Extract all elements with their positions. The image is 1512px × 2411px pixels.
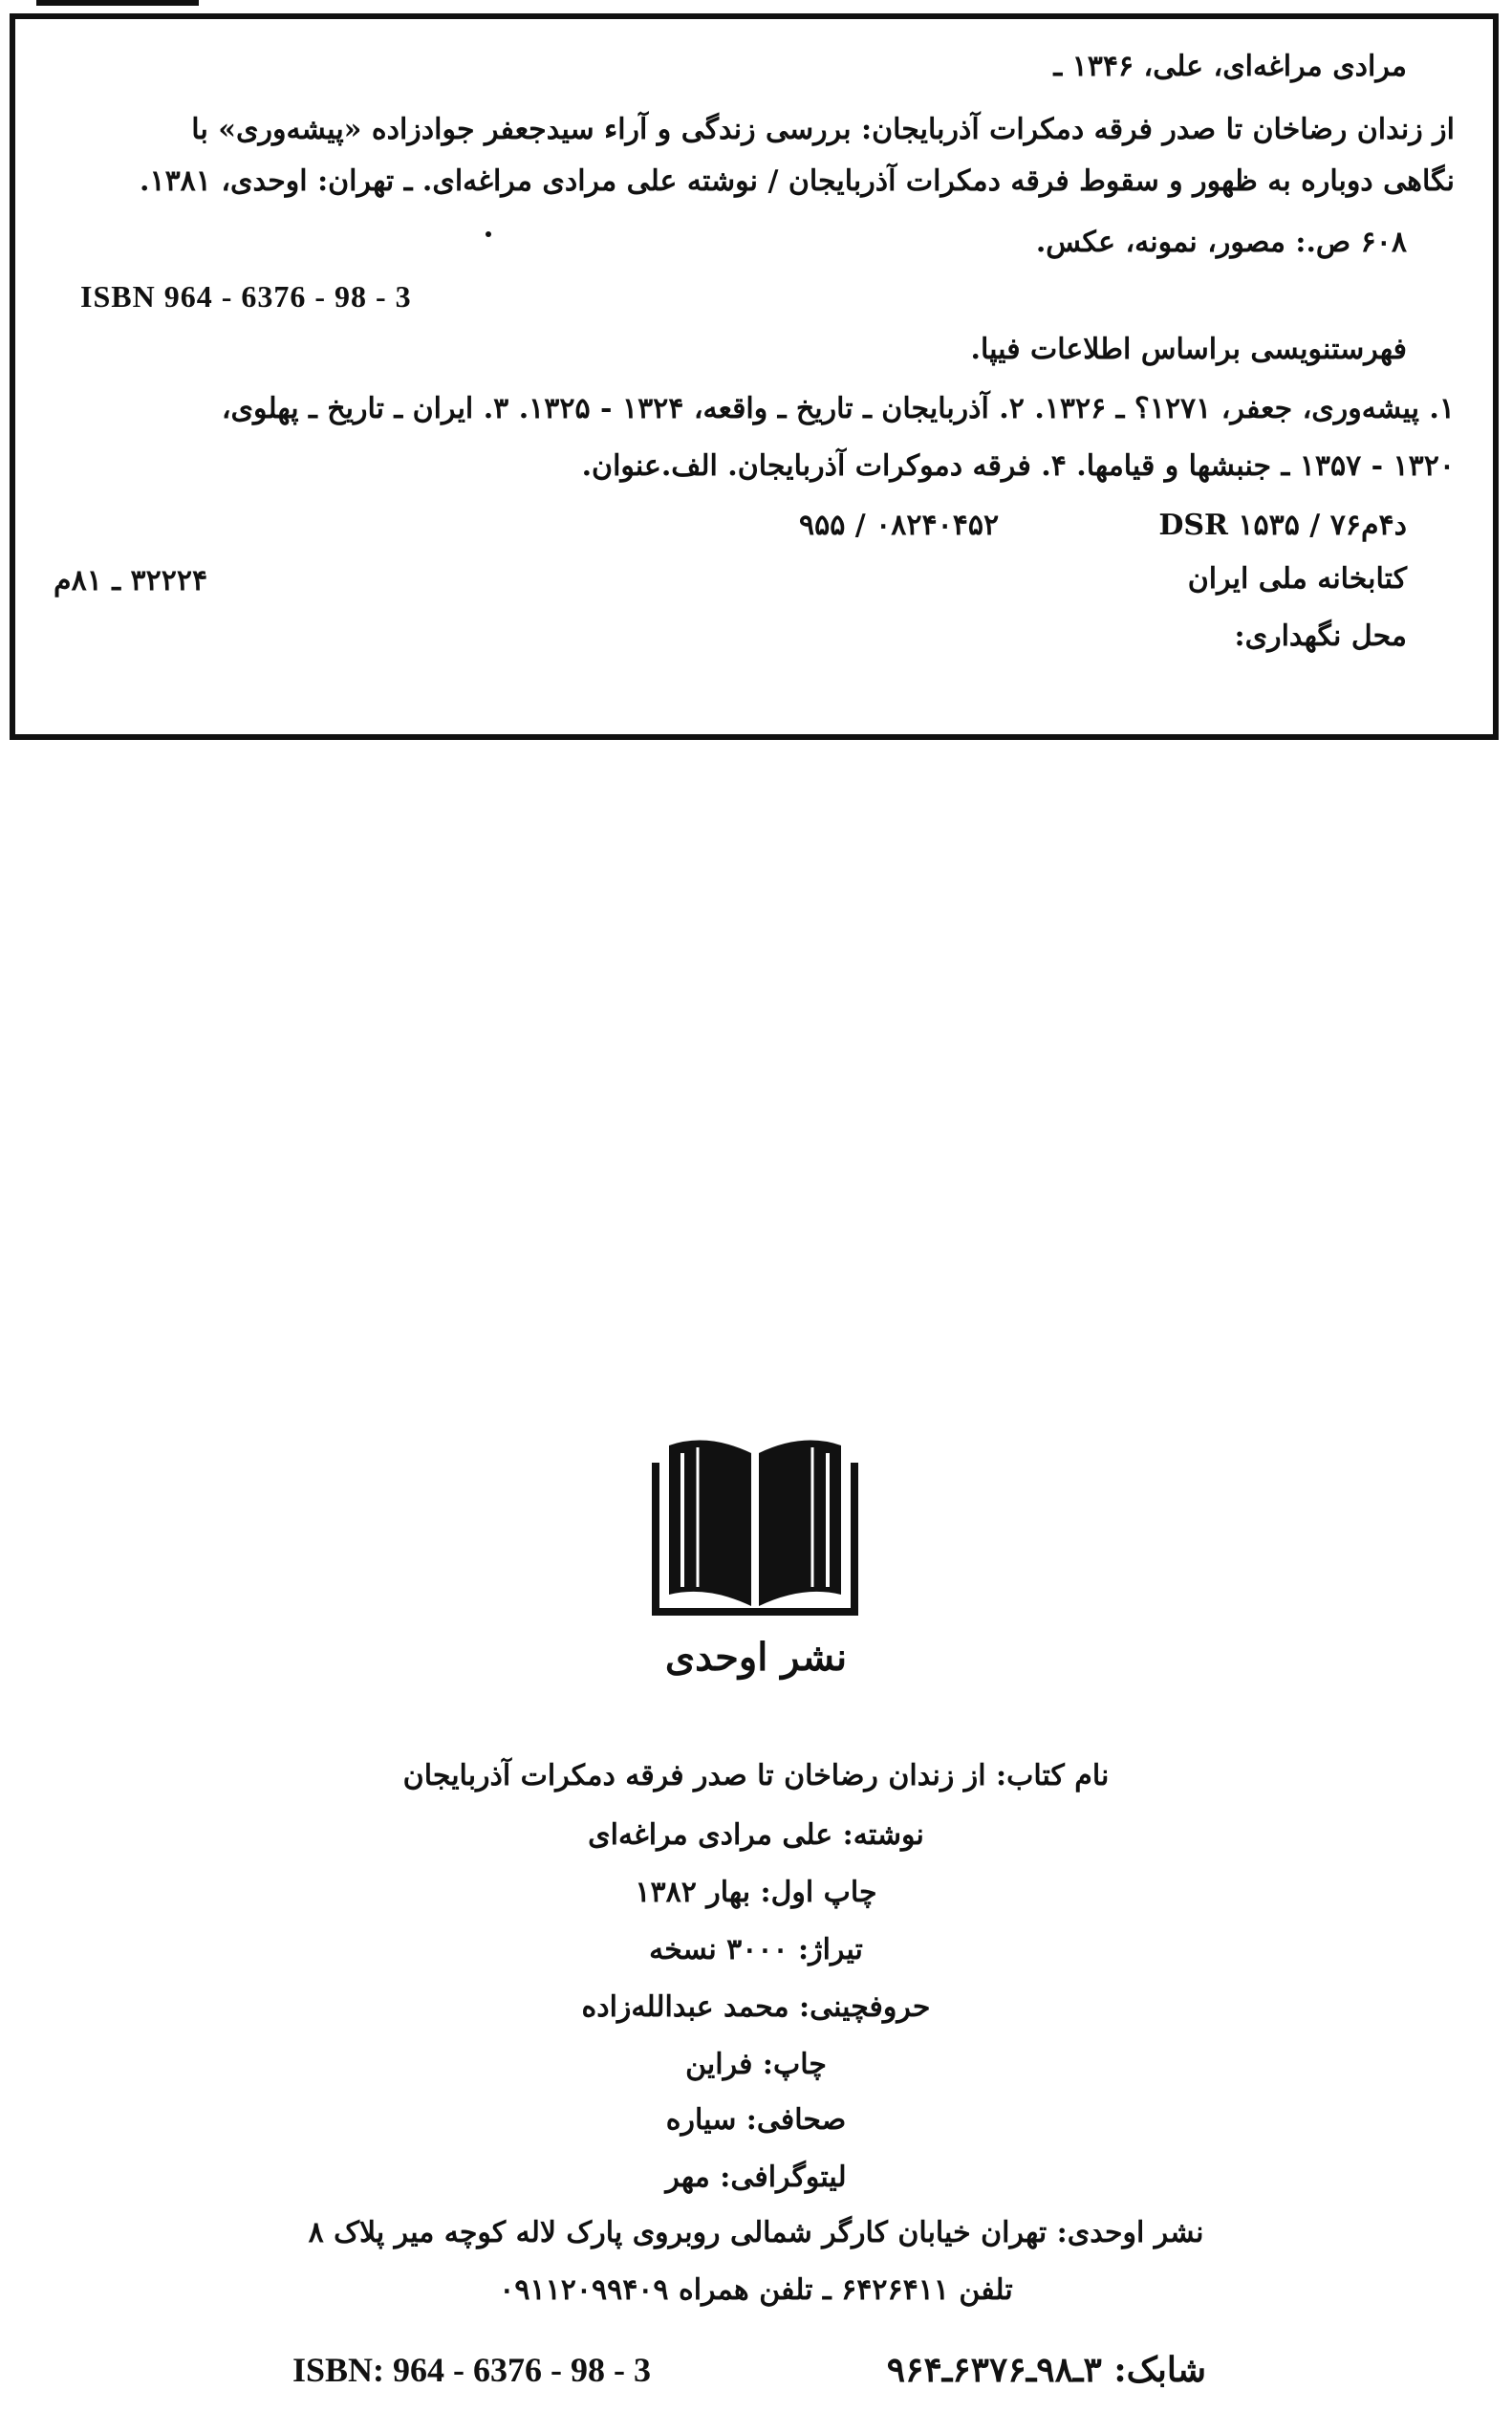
catalog-holding: محل نگهداری: (1234, 619, 1407, 653)
imprint-binding: صحافی: سیاره (665, 2103, 847, 2137)
catalog-physical-description: ۶۰۸ ص.: مصور، نمونه، عکس. (1035, 226, 1407, 259)
catalog-subjects-line-2: ۱۳۲۰ - ۱۳۵۷ ـ جنبشها و قیامها. ۴. فرقه دموکرات آذربایجان. الف.عنوان. (581, 449, 1455, 483)
open-book-icon (650, 1424, 860, 1616)
catalog-library: کتابخانه ملی ایران (1187, 562, 1407, 596)
footer-isbn-persian: شابک: ۳ـ۹۸ـ۶۳۷۶ـ۹۶۴ (886, 2350, 1206, 2390)
imprint-edition: چاپ اول: بهار ۱۳۸۲ (635, 1876, 877, 1909)
imprint-print-run: تیراژ: ۳۰۰۰ نسخه (649, 1933, 863, 1966)
catalog-library-id: ۳۲۲۲۴ ـ ۸۱م (54, 564, 208, 597)
imprint-address: نشر اوحدی: تهران خیابان کارگر شمالی روبروی پارک لاله کوچه میر پلاک ۸ (308, 2216, 1204, 2249)
catalog-title-line-2: نگاهی دوباره به ظهور و سقوط فرقه دمکرات آذربایجان / نوشته علی مرادی مراغه‌ای. ـ تهران: اوحدی، ۱۳۸۱. (140, 164, 1455, 198)
catalog-lc-class: DSR ۱۵۳۵ / ۷۶د۴م (1158, 509, 1407, 542)
publisher-name: نشر اوحدی (664, 1635, 848, 1680)
imprint-printing: چاپ: فراین (685, 2048, 827, 2081)
catalog-cataloging-note: فهرستنویسی براساس اطلاعات فیپا. (970, 333, 1407, 366)
catalog-dewey-class: ۹۵۵ / ۰۸۲۴۰۴۵۲ (799, 509, 1000, 542)
imprint-book-title: نام کتاب: از زندان رضاخان تا صدر فرقه دمکرات آذربایجان (402, 1759, 1110, 1792)
catalog-isbn: ISBN 964 - 6376 - 98 - 3 (80, 279, 412, 314)
footer-isbn-latin: ISBN: 964 - 6376 - 98 - 3 (292, 2351, 651, 2389)
catalog-title-line-1: از زندان رضاخان تا صدر فرقه دمکرات آذربایجان: بررسی زندگی و آراء سیدجعفر جوادزاده «پیشه‌وری» با (191, 113, 1455, 146)
catalog-author: مرادی مراغه‌ای، علی، ۱۳۴۶ ـ (1053, 50, 1407, 83)
top-rule (36, 0, 199, 6)
catalog-record-box (10, 13, 1499, 740)
imprint-author: نوشته: علی مرادی مراغه‌ای (588, 1818, 924, 1852)
imprint-phones: تلفن ۶۴۲۶۴۱۱ ـ تلفن همراه ۰۹۱۱۲۰۹۹۴۰۹ (499, 2273, 1013, 2307)
catalog-subjects-line-1: ۱. پیشه‌وری، جعفر، ۱۲۷۱؟ ـ ۱۳۲۶. ۲. آذربایجان ـ تاریخ ـ واقعه، ۱۳۲۴ - ۱۳۲۵. ۳. ایران ـ تاریخ ـ پهلوی، (221, 392, 1455, 425)
stray-dot (486, 231, 491, 237)
imprint-typesetting: حروفچینی: محمد عبدالله‌زاده (581, 1990, 931, 2024)
imprint-lithography: لیتوگرافی: مهر (665, 2161, 847, 2194)
